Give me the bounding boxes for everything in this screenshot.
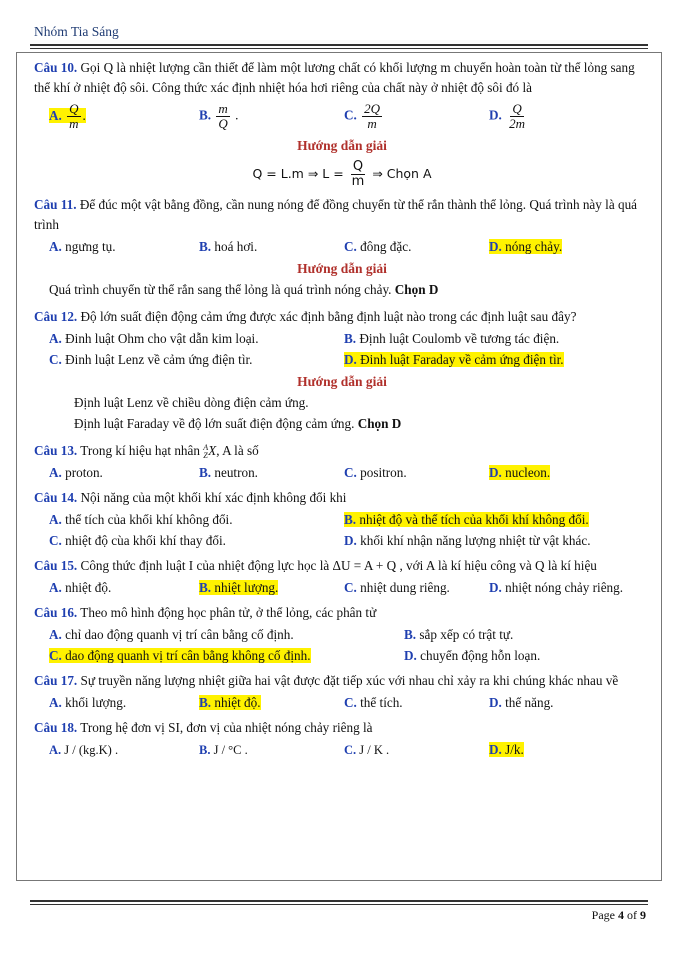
solution-text: Định luật Faraday về độ lớn suất điện động cảm ứng. Chọn D — [74, 416, 402, 431]
answer-options — [34, 237, 650, 257]
solution-heading: Hướng dẫn giải — [297, 374, 387, 389]
solution-heading: Hướng dẫn giải — [297, 261, 387, 276]
option-b: B. $\frac{m}{Q}$ . — [199, 101, 239, 131]
option-a: A. nhiệt độ. — [49, 580, 112, 595]
option-d: D. nucleon. — [489, 465, 551, 480]
option-a: A. $\frac{Q}{m}$ . — [49, 101, 86, 131]
header-rule-thin — [30, 48, 648, 49]
question-11 — [34, 195, 650, 235]
solution-text: Định luật Lenz về chiều dòng điện cảm ứng. — [74, 395, 309, 410]
question-text: Nội năng của một khối khí xác định không đổi khi — [77, 490, 347, 505]
question-number: Câu 15. — [34, 558, 78, 573]
footer-rule — [30, 900, 648, 902]
answer-options — [34, 693, 650, 713]
option-a: A. khối lượng. — [49, 695, 127, 710]
question-number: Câu 11. — [34, 197, 77, 212]
header-group-name: Nhóm Tia Sáng — [34, 24, 119, 39]
option-d: D. nhiệt nóng chảy riêng. — [489, 580, 624, 595]
solution-text: Quá trình chuyển từ thể rắn sang thể lỏng là quá trình nóng chảy. Chọn D — [49, 282, 439, 297]
option-c: C. dao động quanh vị trí cân bằng không cố định. — [49, 648, 311, 663]
answer-options — [34, 329, 650, 349]
answer-options — [34, 531, 650, 551]
question-12 — [34, 307, 650, 327]
option-b: B. sắp xếp có trật tự. — [404, 627, 514, 642]
page-number: Page 4 of 9 — [591, 908, 646, 922]
option-b: B. nhiệt độ. — [199, 695, 261, 710]
question-text: Để đúc một vật bằng đồng, cần nung nóng để đồng chuyển từ thể rắn thành thể lỏng. Quá trình này là quá trình — [34, 197, 638, 232]
option-d: D. chuyển động hỗn loạn. — [404, 648, 541, 663]
question-number: Câu 12. — [34, 309, 78, 324]
question-10 — [34, 58, 650, 98]
option-c: C. nhiệt dung riêng. — [344, 580, 450, 595]
question-number: Câu 17. — [34, 673, 78, 688]
footer-rule-thin — [30, 904, 648, 905]
question-text: Trong hệ đơn vị SI, đơn vị của nhiệt nóng chảy riêng là — [77, 720, 373, 735]
answer-options — [34, 510, 650, 530]
question-14 — [34, 488, 650, 508]
question-16 — [34, 603, 650, 623]
option-a: A. chỉ dao động quanh vị trí cân bằng cố định. — [49, 627, 294, 642]
option-a: A. ngưng tụ. — [49, 239, 116, 254]
option-d: D. thế năng. — [489, 695, 554, 710]
option-c: C. $\frac{2Q}{m}$ — [344, 101, 381, 131]
question-number: Câu 10. — [34, 60, 78, 75]
option-b: B. nhiệt lượng. — [199, 580, 279, 595]
question-number: Câu 14. — [34, 490, 78, 505]
option-c: C. đông đặc. — [344, 239, 412, 254]
option-b: B. Định luật Coulomb về tương tác điện. — [344, 331, 560, 346]
question-15 — [34, 556, 650, 576]
question-text: Theo mô hình động học phân tử, ở thể lỏng, các phân tử — [77, 605, 377, 620]
question-text: Sự truyền năng lượng nhiệt giữa hai vật được đặt tiếp xúc với nhau chỉ xảy ra khi chúng khác nhau về — [77, 673, 619, 688]
option-b: B. J / °C . — [199, 743, 248, 757]
option-b: B. neutron. — [199, 465, 258, 480]
option-a: A. J / (kg.K) . — [49, 743, 119, 757]
answer-options — [34, 646, 650, 666]
option-c: C. Đinh luật Lenz về cảm ứng điện tìr. — [49, 352, 253, 367]
option-b: B. nhiệt độ và thể tích của khối khí không đổi. — [344, 512, 589, 527]
answer-options — [34, 740, 650, 760]
option-a: A. Đinh luật Ohm cho vật dẫn kim loại. — [49, 331, 259, 346]
solution-heading: Hướng dẫn giải — [297, 138, 387, 153]
question-text: Gọi Q là nhiệt lượng cần thiết để làm một lương chất có khối lượng m chuyển hoàn toàn từ thể lỏng sang thể khí ở nhiệt độ sôi. Công thức xác định nhiệt hóa hơi riêng của chất này ở nhiệt độ sôi đó là — [34, 60, 635, 95]
question-17 — [34, 671, 650, 691]
answer-options — [34, 463, 650, 483]
question-number: Câu 18. — [34, 720, 78, 735]
answer-options — [34, 578, 650, 598]
option-d: D. $\frac{Q}{2m}$ — [489, 101, 526, 131]
page-content — [34, 58, 650, 765]
answer-options — [34, 102, 650, 131]
answer-options — [34, 625, 650, 645]
option-a: A. proton. — [49, 465, 103, 480]
question-number: Câu 13. — [34, 443, 78, 458]
option-d: D. nóng chảy. — [489, 239, 563, 254]
solution-equation: Q = L.m ⇒ L = $\frac{Q}{m}$ ⇒ Chọn A — [252, 159, 432, 189]
option-a: A. thể tích của khối khí không đổi. — [49, 512, 233, 527]
question-text: Độ lớn suất điện động cảm ứng được xác định bằng định luật nào trong các định luật sau đây? — [77, 309, 577, 324]
header-rule — [30, 44, 648, 46]
question-13: Câu 13. Trong kí hiệu hạt nhân A Z X, A là số — [34, 442, 259, 460]
question-18 — [34, 718, 650, 738]
option-b: B. hoá hơi. — [199, 239, 258, 254]
option-c: C. J / K . — [344, 743, 390, 757]
question-number: Câu 16. — [34, 605, 78, 620]
option-d: D. khối khí nhận năng lượng nhiệt từ vật khác. — [344, 533, 591, 548]
answer-options — [34, 350, 650, 370]
option-c: C. positron. — [344, 465, 407, 480]
option-d: D. Đinh luật Faraday về cảm ứng điện tìr. — [344, 352, 564, 367]
question-text: Công thức định luật I của nhiệt động lực học là ΔU = A + Q , với A là kí hiệu công và Q là kí hiệu — [77, 558, 597, 573]
option-d: D. J/k. — [489, 742, 524, 757]
option-c: C. nhiệt độ cùa khối khí thay đổi. — [49, 533, 226, 548]
option-c: C. thể tích. — [344, 695, 403, 710]
